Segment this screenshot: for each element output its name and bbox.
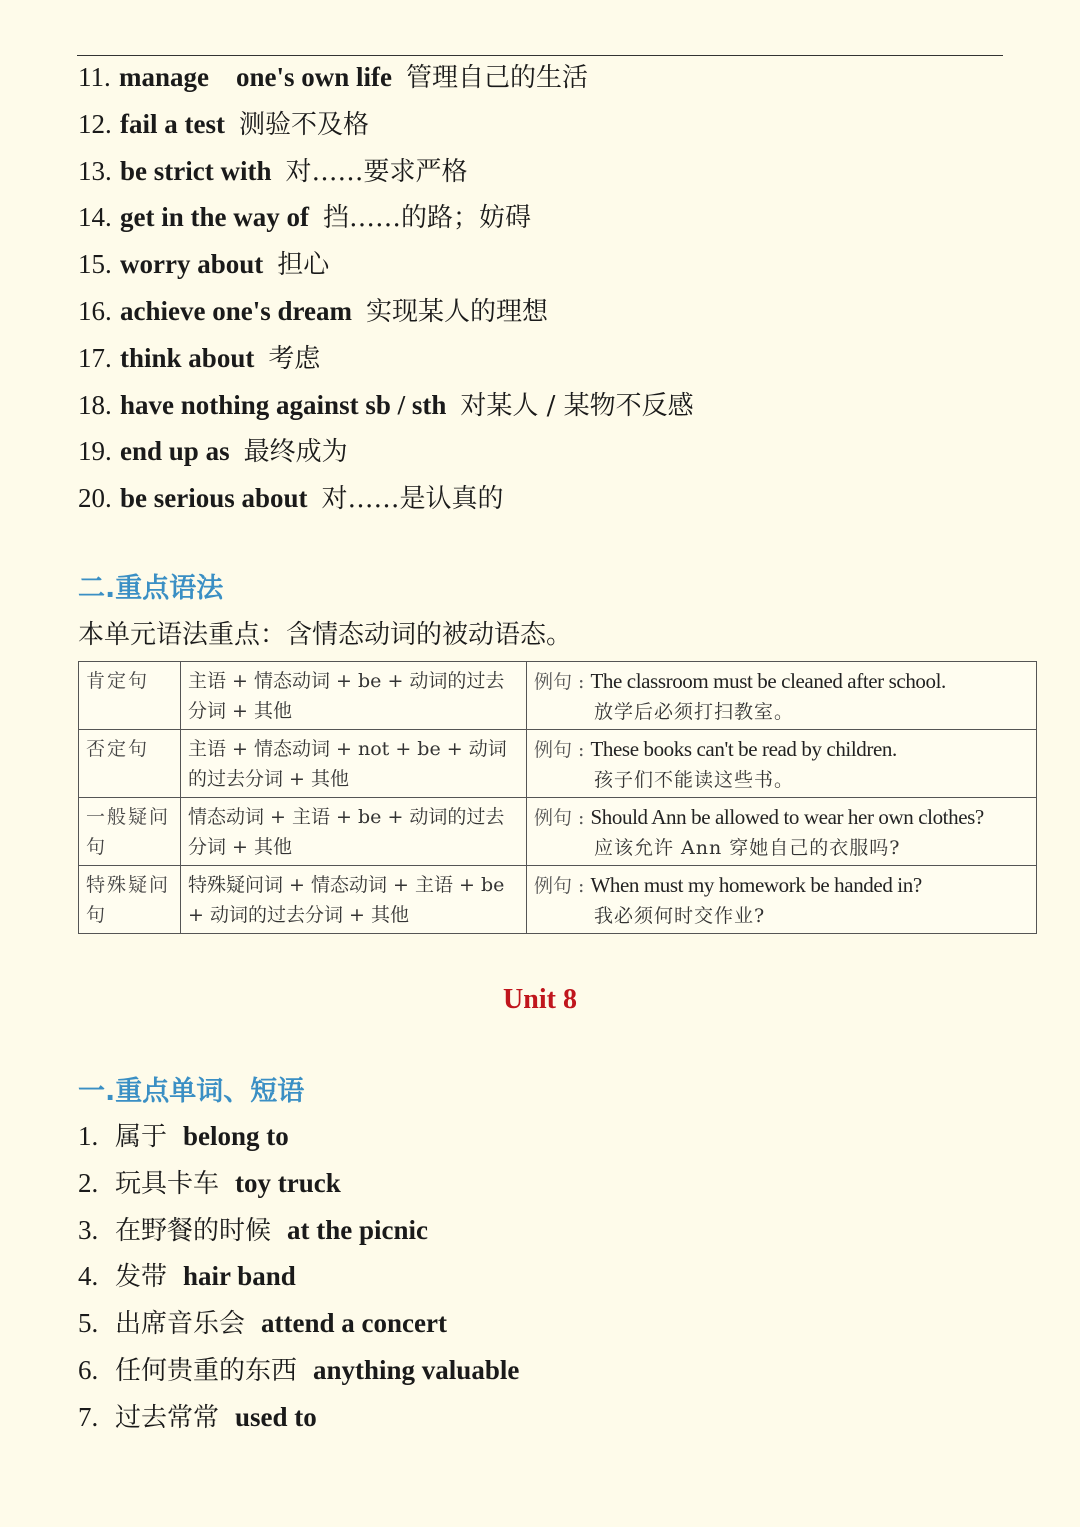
list-item: 3. 在野餐的时候 at the picnic xyxy=(78,1214,429,1246)
list-item: 13. be strict with 对……要求严格 xyxy=(78,155,468,187)
sentence-type: 一般疑问句 xyxy=(79,798,181,866)
table-row xyxy=(79,866,1037,934)
example-cell: 例句 : Should Ann be allowed to wear her own clothes? 应该允许 Ann 穿她自己的衣服吗? xyxy=(527,798,1037,866)
example-english: When must my homework be handed in? xyxy=(590,873,922,897)
example-chinese: 孩子们不能读这些书。 xyxy=(594,769,795,791)
sentence-type: 肯定句 xyxy=(79,662,181,730)
grammar-intro: 本单元语法重点：含情态动词的被动语态。 xyxy=(78,620,573,650)
example-cell: 例句 : The classroom must be cleaned after school. 放学后必须打扫教室。 xyxy=(527,662,1037,730)
sentence-structure: 主语 + 情态动词 + be + 动词的过去分词 + 其他 xyxy=(181,662,527,730)
table-row xyxy=(79,730,1037,798)
list-item: 20. be serious about 对……是认真的 xyxy=(78,483,504,515)
sentence-structure: 情态动词 + 主语 + be + 动词的过去分词 + 其他 xyxy=(181,798,527,866)
grammar-heading: 二.重点语法 xyxy=(78,573,224,604)
list-item: 6. 任何贵重的东西 anything valuable xyxy=(78,1354,520,1386)
list-item: 15. worry about 担心 xyxy=(78,249,330,281)
table-row xyxy=(79,662,1037,730)
sentence-structure: 特殊疑问词 + 情态动词 + 主语 + be + 动词的过去分词 + 其他 xyxy=(181,866,527,934)
example-english: The classroom must be cleaned after school. xyxy=(590,669,946,693)
list-item: 17. think about 考虑 xyxy=(78,342,321,374)
example-english: Should Ann be allowed to wear her own clothes? xyxy=(590,805,984,829)
list-item: 11. manage one's own life 管理自己的生活 xyxy=(78,62,589,93)
top-divider xyxy=(77,55,1003,56)
sentence-type: 特殊疑问句 xyxy=(79,866,181,934)
list-item: 14. get in the way of 挡……的路；妨碍 xyxy=(78,202,532,234)
list-item: 18. have nothing against sb / sth 对某人 / 某物不反感 xyxy=(78,389,694,421)
example-chinese: 放学后必须打扫教室。 xyxy=(594,701,795,723)
vocab-heading: 一.重点单词、短语 xyxy=(78,1076,305,1107)
example-chinese: 我必须何时交作业? xyxy=(594,905,766,927)
example-cell: 例句 : When must my homework be handed in? 我必须何时交作业? xyxy=(527,866,1037,934)
sentence-type: 否定句 xyxy=(79,730,181,798)
list-item: 12. fail a test 测验不及格 xyxy=(78,108,369,140)
list-item: 5. 出席音乐会 attend a concert xyxy=(78,1308,447,1340)
list-item: 19. end up as 最终成为 xyxy=(78,436,348,468)
vocab-list xyxy=(78,1116,519,1444)
table-row xyxy=(79,798,1037,866)
list-item: 2. 玩具卡车 toy truck xyxy=(78,1167,341,1199)
sentence-structure: 主语 + 情态动词 + not + be + 动词的过去分词 + 其他 xyxy=(181,730,527,798)
unit-title: Unit 8 xyxy=(503,984,577,1015)
phrase-list xyxy=(78,57,694,525)
example-chinese: 应该允许 Ann 穿她自己的衣服吗? xyxy=(594,837,901,859)
list-item: 16. achieve one's dream 实现某人的理想 xyxy=(78,295,548,327)
grammar-table xyxy=(78,661,1037,934)
list-item: 7. 过去常常 used to xyxy=(78,1401,317,1433)
list-item: 1. 属于 belong to xyxy=(78,1121,289,1152)
example-cell: 例句 : These books can't be read by children. 孩子们不能读这些书。 xyxy=(527,730,1037,798)
example-english: These books can't be read by children. xyxy=(590,737,897,761)
list-item: 4. 发带 hair band xyxy=(78,1261,296,1293)
